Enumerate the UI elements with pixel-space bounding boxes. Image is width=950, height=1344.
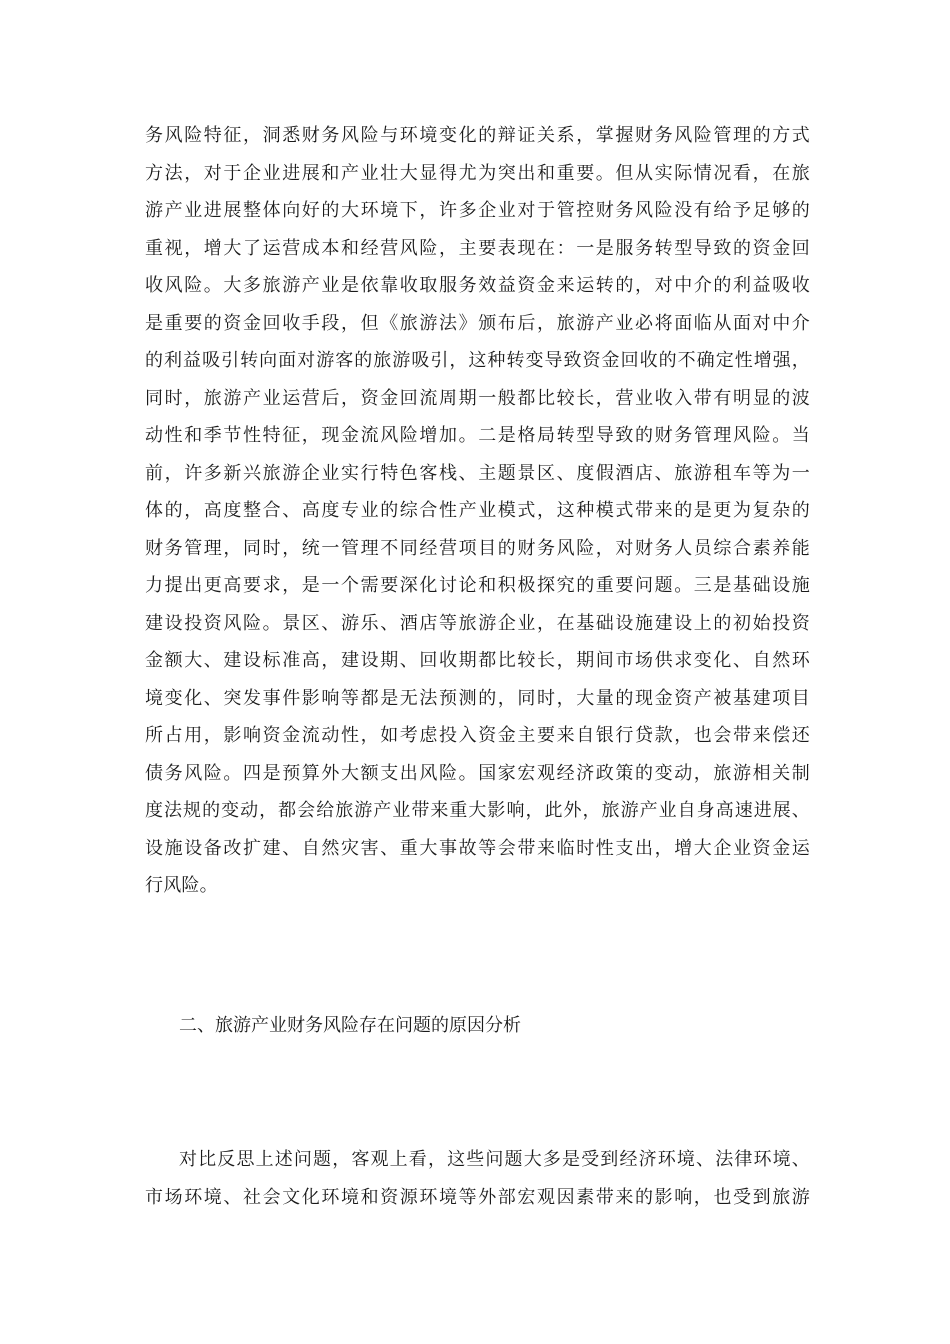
paragraph-line: 金额大、建设标准高，建设期、回收期都比较长，期间市场供求变化、自然环	[145, 650, 810, 671]
paragraph-line: 收风险。大多旅游产业是依靠收取服务效益资金来运转的，对中介的利益吸收	[145, 275, 810, 296]
paragraph-line: 重视，增大了运营成本和经营风险，主要表现在：一是服务转型导致的资金回	[145, 237, 810, 259]
paragraph-line: 市场环境、社会文化环境和资源环境等外部宏观因素带来的影响，也受到旅游	[145, 1186, 810, 1208]
paragraph-line: 游产业进展整体向好的大环境下，许多企业对于管控财务风险没有给予足够的	[145, 200, 810, 221]
paragraph-line: 方法，对于企业进展和产业壮大显得尤为突出和重要。但从实际情况看，在旅	[145, 162, 810, 184]
paragraph-line: 前，许多新兴旅游企业实行特色客栈、主题景区、度假酒店、旅游租车等为一	[145, 462, 810, 484]
paragraph-line: 债务风险。四是预算外大额支出风险。国家宏观经济政策的变动，旅游相关制	[145, 762, 810, 784]
body-paragraph	[145, 117, 810, 905]
paragraph-line: 体的，高度整合、高度专业的综合性产业模式，这种模式带来的是更为复杂的	[145, 500, 810, 521]
paragraph-line: 行风险。	[145, 875, 218, 896]
paragraph-line: 的利益吸引转向面对游客的旅游吸引，这种转变导致资金回收的不确定性增强，	[145, 350, 810, 371]
paragraph-line: 同时，旅游产业运营后，资金回流周期一般都比较长，营业收入带有明显的波	[145, 387, 810, 409]
paragraph-line: 动性和季节性特征，现金流风险增加。二是格局转型导致的财务管理风险。当	[145, 425, 810, 446]
paragraph-line: 境变化、突发事件影响等都是无法预测的，同时，大量的现金资产被基建项目	[145, 687, 810, 709]
paragraph-line: 对比反思上述问题，客观上看，这些问题大多是受到经济环境、法律环境、	[179, 1149, 810, 1170]
section-heading: 二、旅游产业财务风险存在问题的原因分析	[179, 1015, 521, 1036]
paragraph-line: 度法规的变动，都会给旅游产业带来重大影响，此外，旅游产业自身高速进展、	[145, 800, 810, 821]
paragraph-line: 力提出更高要求，是一个需要深化讨论和积极探究的重要问题。三是基础设施	[145, 575, 810, 596]
paragraph-line: 财务管理，同时，统一管理不同经营项目的财务风险，对财务人员综合素养能	[145, 537, 810, 559]
paragraph-line: 所占用，影响资金流动性，如考虑投入资金主要来自银行贷款，也会带来偿还	[145, 725, 810, 746]
paragraph-line: 建设投资风险。景区、游乐、酒店等旅游企业，在基础设施建设上的初始投资	[145, 612, 810, 634]
body-paragraph	[145, 1141, 810, 1216]
paragraph-line: 设施设备改扩建、自然灾害、重大事故等会带来临时性支出，增大企业资金运	[145, 837, 810, 859]
paragraph-line: 是重要的资金回收手段，但《旅游法》颁布后，旅游产业必将面临从面对中介	[145, 312, 810, 334]
paragraph-line: 务风险特征，洞悉财务风险与环境变化的辩证关系，掌握财务风险管理的方式	[145, 125, 810, 146]
